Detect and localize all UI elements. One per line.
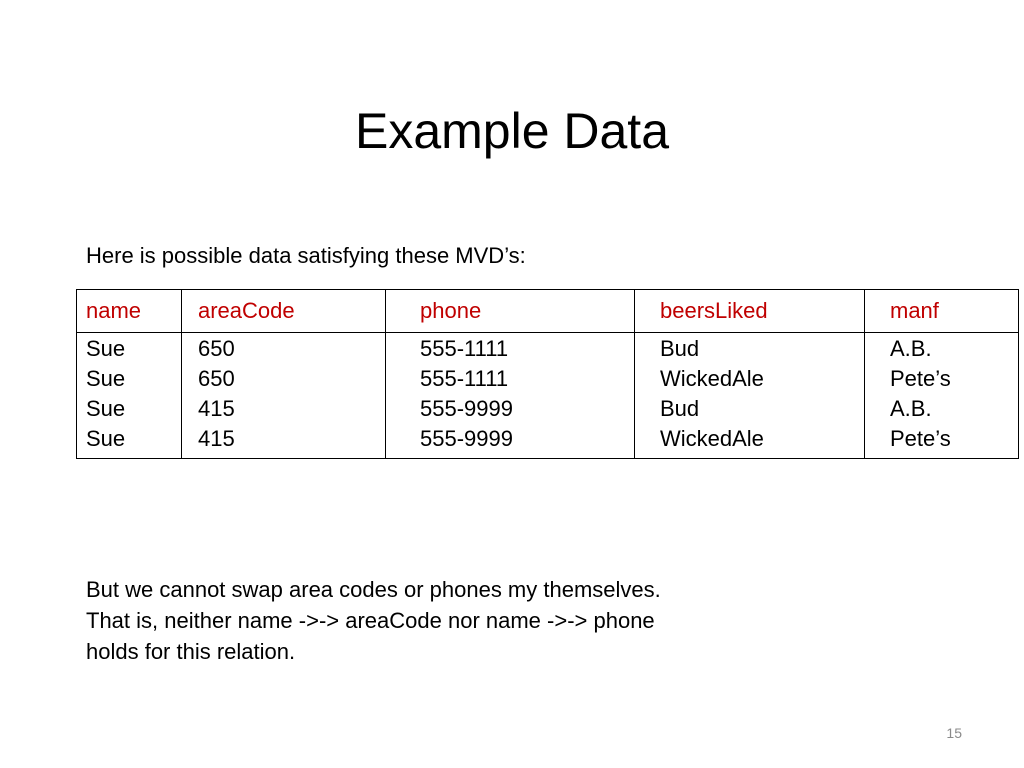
cell-phone: 555-9999 xyxy=(386,424,635,459)
table-body xyxy=(77,333,1019,459)
header-phone: phone xyxy=(386,290,635,333)
intro-text: Here is possible data satisfying these MVD’s: xyxy=(86,243,526,268)
cell-manf: Pete’s xyxy=(865,424,1019,459)
cell-phone: 555-1111 xyxy=(386,333,635,365)
header-manf: manf xyxy=(865,290,1019,333)
cell-manf: A.B. xyxy=(865,333,1019,365)
table-row xyxy=(77,424,1019,459)
closing-text xyxy=(86,574,661,667)
cell-name: Sue xyxy=(77,424,182,459)
cell-phone: 555-1111 xyxy=(386,364,635,394)
page-number: 15 xyxy=(946,725,962,741)
cell-name: Sue xyxy=(77,333,182,365)
table-header xyxy=(77,290,1019,333)
cell-area-code: 415 xyxy=(182,424,386,459)
cell-name: Sue xyxy=(77,394,182,424)
header-beers-liked: beersLiked xyxy=(635,290,865,333)
header-name: name xyxy=(77,290,182,333)
cell-name: Sue xyxy=(77,364,182,394)
cell-beers-liked: WickedAle xyxy=(635,424,865,459)
cell-beers-liked: Bud xyxy=(635,333,865,365)
relation-table xyxy=(76,289,1019,459)
closing-line: That is, neither name ->-> areaCode nor name ->-> phone xyxy=(86,608,655,633)
cell-area-code: 415 xyxy=(182,394,386,424)
cell-phone: 555-9999 xyxy=(386,394,635,424)
cell-beers-liked: WickedAle xyxy=(635,364,865,394)
cell-beers-liked: Bud xyxy=(635,394,865,424)
cell-manf: Pete’s xyxy=(865,364,1019,394)
table-row xyxy=(77,364,1019,394)
cell-area-code: 650 xyxy=(182,364,386,394)
table-header-row xyxy=(77,290,1019,333)
closing-line: holds for this relation. xyxy=(86,639,296,664)
table-row xyxy=(77,394,1019,424)
table-row xyxy=(77,333,1019,365)
closing-line: But we cannot swap area codes or phones my themselves. xyxy=(86,577,661,602)
header-area-code: areaCode xyxy=(182,290,386,333)
slide-title: Example Data xyxy=(354,102,670,159)
cell-area-code: 650 xyxy=(182,333,386,365)
cell-manf: A.B. xyxy=(865,394,1019,424)
